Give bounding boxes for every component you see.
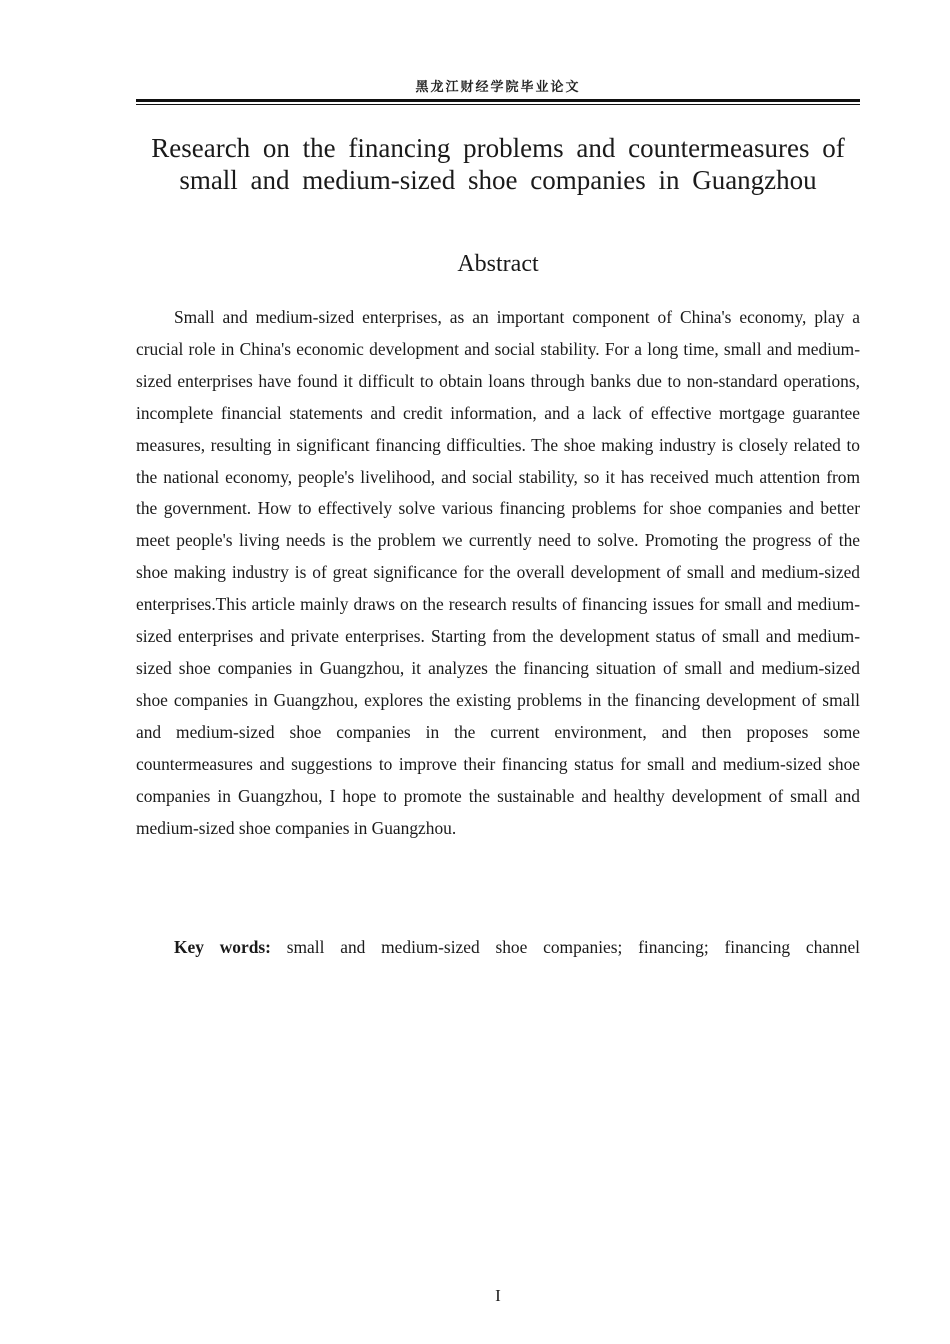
header-rule-thin	[136, 104, 860, 105]
keywords-label: Key words:	[174, 937, 271, 957]
page-header: 黑龙江财经学院毕业论文	[415, 80, 581, 95]
page-number: I	[495, 1286, 501, 1305]
keywords-value: small and medium-sized shoe companies; financing; financing channel	[286, 937, 860, 957]
abstract-heading: Abstract	[457, 251, 539, 277]
abstract-body: Small and medium-sized enterprises, as an important component of China's economy, play a crucial role in China's economic development and social stability. For a long time, small and medium-sized enterprises have found it difficult to obtain loans through banks due to non-standard operations, incomplete financial statements and credit information, and a lack of effective mortgage guarantee measures, resulting in significant financing difficulties. The shoe making industry is closely related to the national economy, people's livelihood, and social stability, so it has received much attention from the government. How to effectively solve various financing problems for shoe companies and better meet people's living needs is the problem we currently need to solve. Promoting the progress of the shoe making industry is of great significance for the overall development of small and medium-sized enterprises.This article mainly draws on the research results of financing issues for small and medium-sized enterprises and private enterprises. Starting from the development status of small and medium-sized shoe companies in Guangzhou, it analyzes the financing situation of small and medium-sized shoe companies in Guangzhou, explores the existing problems in the financing development of small and medium-sized shoe companies in the current environment, and then proposes some countermeasures and suggestions to improve their financing status for small and medium-sized shoe companies in Guangzhou, I hope to promote the sustainable and healthy development of small and medium-sized shoe companies in Guangzhou.	[136, 307, 860, 838]
keywords-line	[136, 931, 860, 963]
thesis-title: Research on the financing problems and countermeasures of small and medium-sized shoe companies in Guangzhou	[151, 133, 845, 195]
header-rule-thick	[136, 99, 860, 102]
